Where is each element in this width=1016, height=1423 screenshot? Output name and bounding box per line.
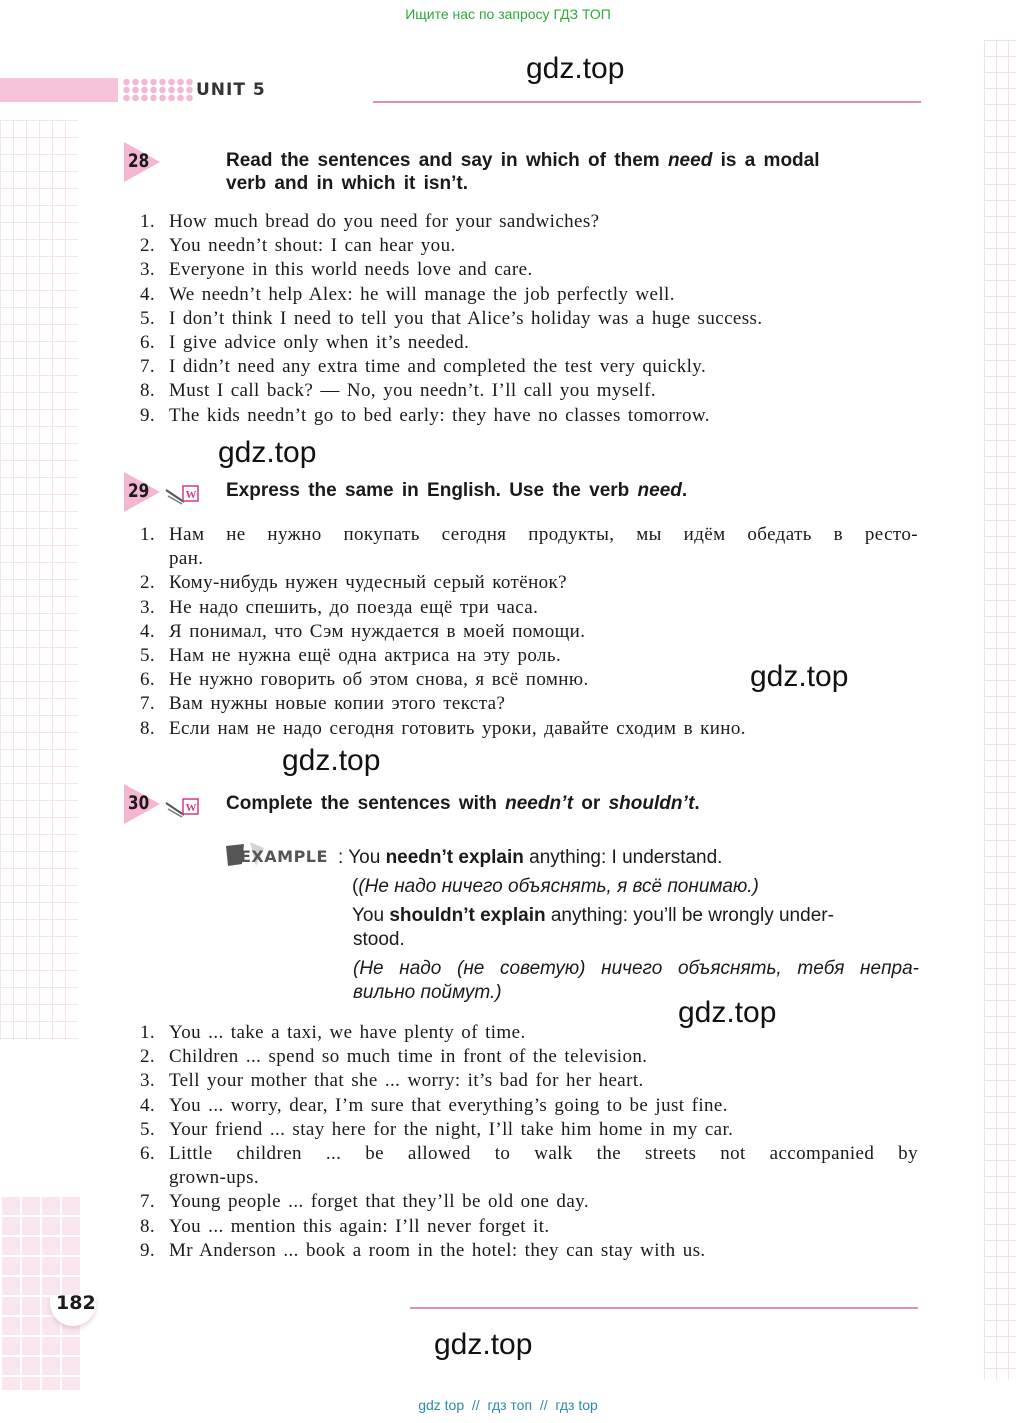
footer-separator: // xyxy=(471,1397,480,1413)
exercise-28-instruction: Read the sentences and say in which of them need is a modal verb and in which it isn’t. xyxy=(226,150,820,194)
example-translation-2: (Не надо (не советую) ничего объяснять, тебя непра- xyxy=(353,958,919,979)
list-item: 1. You ... take a taxi, we have plenty of time. xyxy=(140,1022,526,1043)
list-item: 2. Кому-нибудь нужен чудесный серый котёнок? xyxy=(140,572,568,594)
exercise-28-list xyxy=(140,210,930,428)
list-item: 6. I give advice only when it’s needed. xyxy=(140,332,470,354)
unit-header-bar xyxy=(0,78,118,102)
footer-rule xyxy=(410,1307,918,1309)
footer-link[interactable]: gdz top xyxy=(418,1397,465,1413)
page-number: 182 xyxy=(56,1292,96,1314)
list-item: 6. Little children ... be allowed to walk the streets not accompanied by grown-ups. xyxy=(140,1143,918,1189)
footer-link[interactable]: гдз топ xyxy=(487,1397,533,1413)
list-item: 8. Если нам не надо сегодня готовить уроки, давайте сходим в кино. xyxy=(140,717,746,739)
top-banner[interactable]: Ищите нас по запросу ГДЗ ТОП xyxy=(405,6,611,22)
watermark: gdz.top xyxy=(526,52,625,85)
left-decorative-grid xyxy=(0,120,78,1040)
list-item: 5. Нам не нужна ещё одна актриса на эту роль. xyxy=(140,645,562,667)
exercise-30-instruction: Complete the sentences with needn’t or shouldn’t. xyxy=(226,793,700,814)
list-item: 7. Вам нужны новые копии этого текста? xyxy=(140,693,506,715)
list-item: 1. How much bread do you need for your sandwiches? xyxy=(140,211,600,232)
exercise-number-30: 30 xyxy=(122,782,156,824)
exercise-30-list xyxy=(140,1021,930,1263)
list-item: 9. Mr Anderson ... book a room in the hotel: they can stay with us. xyxy=(140,1239,706,1261)
footer-links xyxy=(0,1397,1016,1413)
example-line-2: You shouldn’t explain anything: you’ll be wrongly under- xyxy=(352,905,834,926)
list-item: 4. You ... worry, dear, I’m sure that everything’s going to be just fine. xyxy=(140,1094,728,1116)
example-translation-2-cont: вильно поймут.) xyxy=(353,982,502,1003)
list-item: 2. Children ... spend so much time in front of the television. xyxy=(140,1046,648,1068)
header-rule xyxy=(373,101,921,103)
list-item: 7. Young people ... forget that they’ll be old one day. xyxy=(140,1191,589,1213)
exercise-number-29: 29 xyxy=(122,470,156,512)
right-decorative-grid xyxy=(984,40,1016,1380)
list-item: 6. Не нужно говорить об этом снова, я всё помню. xyxy=(140,669,589,691)
writing-task-icon xyxy=(164,795,200,824)
watermark: gdz.top xyxy=(434,1328,533,1361)
list-item: 3. Не надо спешить, до поезда ещё три часа. xyxy=(140,596,539,618)
svg-text:W: W xyxy=(185,489,197,501)
example-line-1: : You needn’t explain anything: I understand. xyxy=(338,847,723,868)
footer-separator: // xyxy=(539,1397,548,1413)
list-item: 4. Я понимал, что Сэм нуждается в моей помощи. xyxy=(140,620,586,642)
list-item: 3. Tell your mother that she ... worry: it’s bad for her heart. xyxy=(140,1070,644,1092)
exercise-number-28: 28 xyxy=(122,140,156,182)
list-item: 5. Your friend ... stay here for the night, I’ll take him home in my car. xyxy=(140,1118,734,1140)
exercise-29-list xyxy=(140,523,930,741)
list-item: 1. Нам не нужно покупать сегодня продукты, мы идём обедать в ресто- ран. xyxy=(140,524,918,570)
list-item: 8. You ... mention this again: I’ll never forget it. xyxy=(140,1215,550,1237)
list-item: 3. Everyone in this world needs love and care. xyxy=(140,259,533,281)
example-translation-1: ((Не надо ничего объяснять, я всё понимаю.) xyxy=(352,876,759,897)
watermark: gdz.top xyxy=(218,436,317,469)
exercise-29-instruction: Express the same in English. Use the verb need. xyxy=(226,480,688,501)
list-item: 5. I don’t think I need to tell you that Alice’s holiday was a huge success. xyxy=(140,307,763,329)
example-logo: EXAMPLE xyxy=(226,840,348,870)
svg-text:W: W xyxy=(185,802,197,814)
example-line-2-cont: stood. xyxy=(353,929,405,950)
list-item: 4. We needn’t help Alex: he will manage the job perfectly well. xyxy=(140,283,675,305)
list-item: 8. Must I call back? — No, you needn’t. I’ll call you myself. xyxy=(140,380,657,402)
list-item: 9. The kids needn’t go to bed early: they have no classes tomorrow. xyxy=(140,404,710,426)
watermark: gdz.top xyxy=(750,660,849,693)
unit-title: UNIT 5 xyxy=(196,80,266,100)
watermark: gdz.top xyxy=(678,996,777,1029)
list-item: 7. I didn’t need any extra time and completed the test very quickly. xyxy=(140,356,707,378)
footer-link[interactable]: гдз top xyxy=(555,1397,598,1413)
list-item: 2. You needn’t shout: I can hear you. xyxy=(140,235,456,257)
watermark: gdz.top xyxy=(282,744,381,777)
writing-task-icon xyxy=(164,482,200,511)
unit-header-dots xyxy=(122,78,194,102)
